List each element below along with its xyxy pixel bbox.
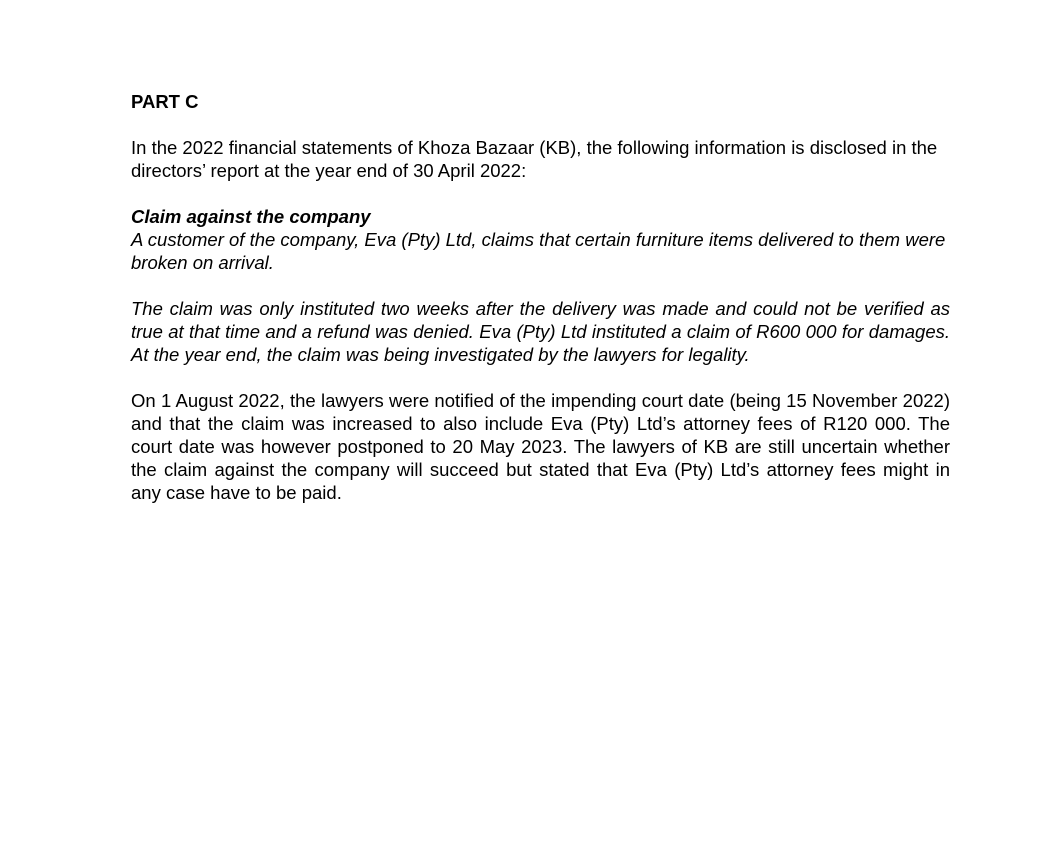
claim-paragraph-2: The claim was only instituted two weeks after the delivery was made and could not be verified as true at that time and a refund was denied. Eva (Pty) Ltd instituted a claim of R600 000 for damages. At the year end, the claim was being investigated by the lawyers for legality. — [131, 298, 950, 365]
claim-title: Claim against the company — [131, 206, 371, 227]
claim-paragraph-1: A customer of the company, Eva (Pty) Ltd, claims that certain furniture items delivered to them were broken on arrival. — [131, 229, 946, 273]
intro-paragraph: In the 2022 financial statements of Khoza Bazaar (KB), the following information is disclosed in the directors’ report at the year end of 30 April 2022: — [131, 137, 938, 181]
claim-section — [131, 205, 950, 366]
followup-paragraph: On 1 August 2022, the lawyers were notified of the impending court date (being 15 November 2022) and that the claim was increased to also include Eva (Pty) Ltd’s attorney fees of R120 000. The court date was however postponed to 20 May 2023. The lawyers of KB are still uncertain whether the claim against the company will succeed but stated that Eva (Pty) Ltd’s attorney fees might in any case have to be paid. — [131, 390, 950, 503]
document-page — [131, 90, 950, 527]
section-heading: PART C — [131, 91, 199, 112]
